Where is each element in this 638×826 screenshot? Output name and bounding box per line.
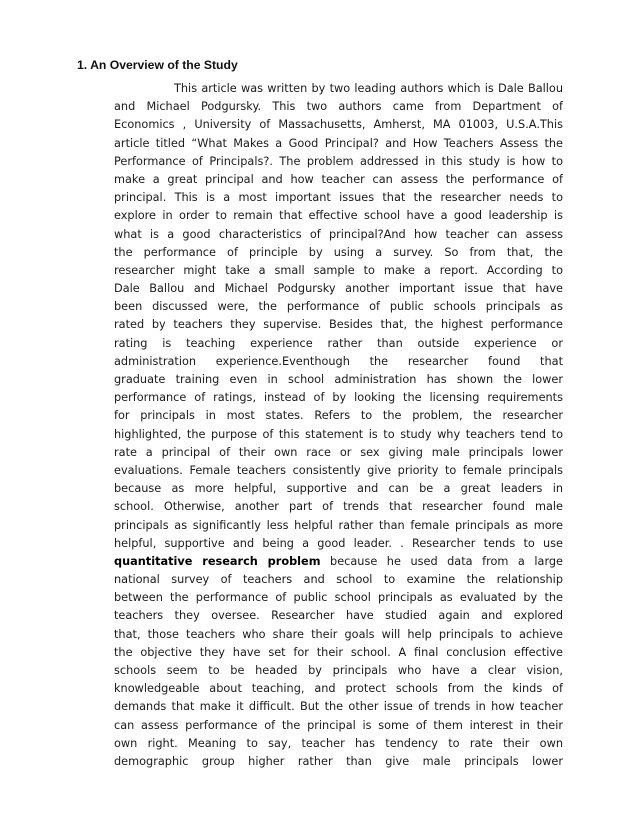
text-line: knowledgeable about teaching, and protect schools from the kinds of [114,682,563,696]
text-line: rating is teaching experience rather than outside experience or [114,336,563,350]
text-line: own right. Meaning to say, teacher has tendency to rate their own [114,736,563,750]
text-line: demands that make it difficult. But the other issue of trends in how teacher [114,700,563,714]
text-line: highlighted, the purpose of this statement is to study why teachers tend to [114,427,563,441]
text-line: helpful, supportive and being a good leader. . Researcher tends to use [114,536,563,550]
text-line: researcher might take a small sample to make a report. According to [114,263,563,277]
text-line: principals as significantly less helpful rather than female principals as more [114,518,563,532]
text-line: what is a good characteristics of principal?And how teacher can assess [114,227,563,241]
text-line: explore in order to remain that effective school have a good leadership is [114,209,563,223]
text-line: performance of ratings, instead of by looking the licensing requirements [114,391,563,405]
text-line: and Michael Podgursky. This two authors came from Department of [114,100,563,114]
text-line: that, those teachers who share their goals will help principals to achieve [114,627,563,641]
text-line: rated by teachers they supervise. Besides that, the highest performance [114,318,563,332]
section-heading: 1. An Overview of the Study [77,58,238,72]
text-line: article titled “What Makes a Good Principal? and How Teachers Assess the [114,136,563,150]
text-line: evaluations. Female teachers consistently give priority to female principals [114,463,563,477]
body-paragraph [114,80,563,771]
text-line: the objective they have set for their school. A final conclusion effective [114,645,563,659]
text-line: demographic group higher rather than give male principals lower [114,754,563,768]
text-line: make a great principal and how teacher can assess the performance of [114,172,563,186]
text-line: been discussed were, the performance of public schools principals as [114,300,563,314]
text-line: for principals in most states. Refers to the problem, the researcher [114,409,563,423]
text-line: rate a principal of their own race or sex giving male principals lower [114,445,563,459]
text-line: schools seem to be headed by principals who have a clear vision, [114,664,563,677]
bold-term: quantitative research problem [114,554,321,568]
text-line: Economics , University of Massachusetts, Amherst, MA 01003, U.S.A.This [114,118,563,132]
text-line [114,553,563,571]
text-line: the performance of principle by using a survey. So from that, the [114,245,563,259]
text-line: teachers they oversee. Researcher have studied again and explored [114,609,563,623]
text-line-rest: because he used data from a large [330,554,563,568]
text-line: between the performance of public school principals as evaluated by the [114,591,563,605]
text-line: This article was written by two leading authors which is Dale Ballou [174,82,563,95]
text-line: graduate training even in school administration has shown the lower [114,373,563,386]
text-line: principal. This is a most important issues that the researcher needs to [114,191,563,205]
text-line: national survey of teachers and school to examine the relationship [114,573,563,587]
text-line: school. Otherwise, another part of trends that researcher found male [114,500,563,514]
text-line: administration experience.Eventhough the researcher found that [114,354,563,368]
text-line: can assess performance of the principal is some of them interest in their [114,718,563,732]
text-line: Dale Ballou and Michael Podgursky another important issue that have [114,282,563,296]
text-line: because as more helpful, supportive and can be a great leaders in [114,482,563,496]
text-line: Performance of Principals?. The problem addressed in this study is how to [114,154,563,168]
